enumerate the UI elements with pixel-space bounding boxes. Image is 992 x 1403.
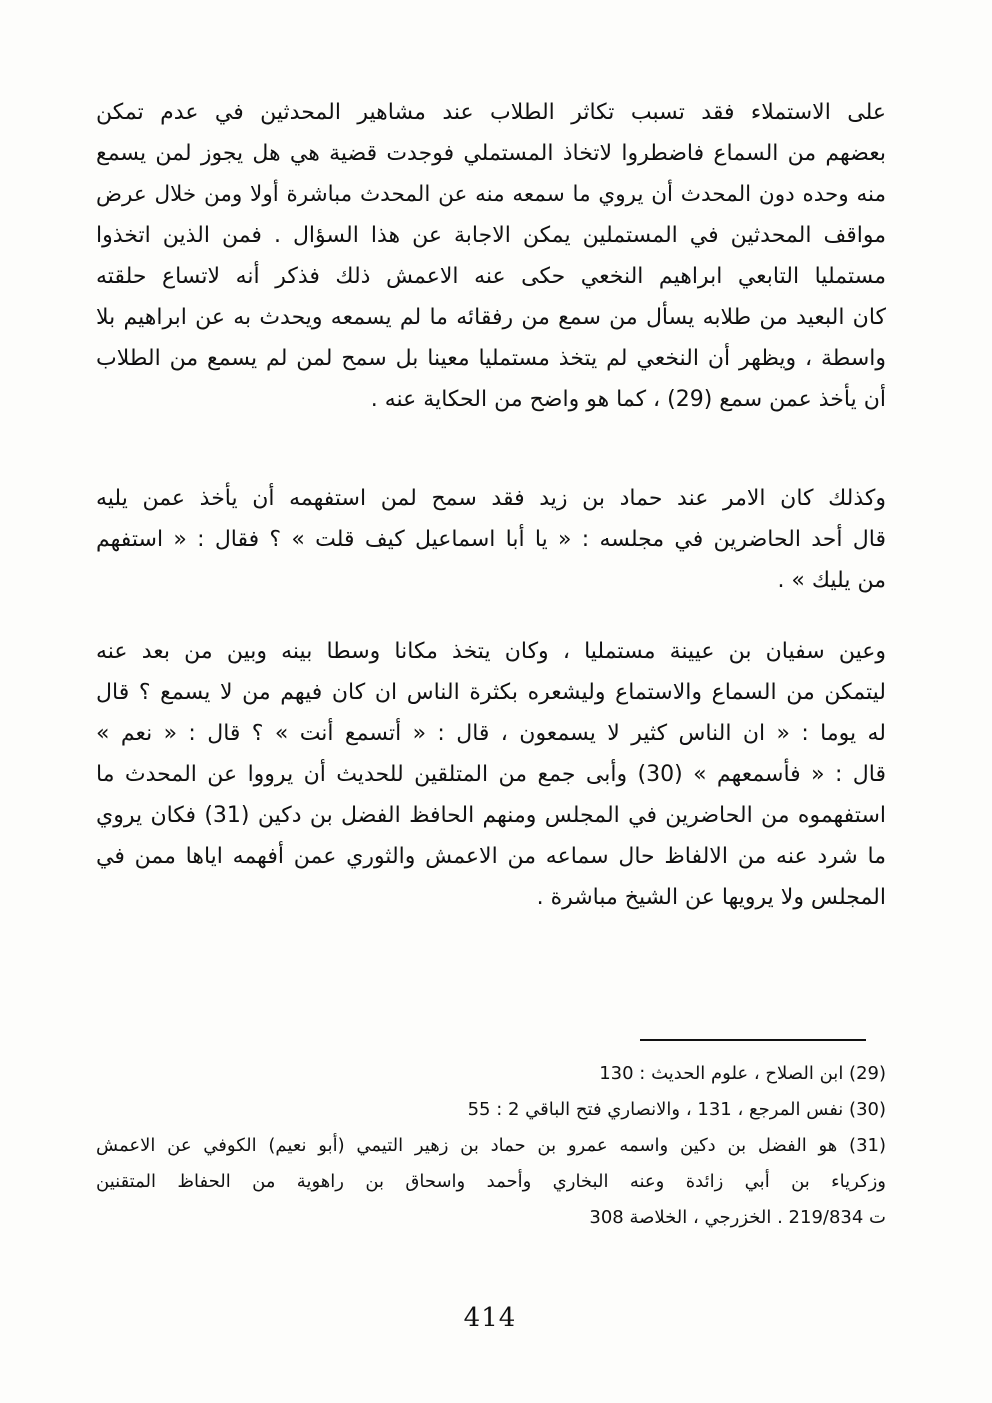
paragraph-1	[96, 92, 886, 420]
text-line: ليتمكن من السماع والاستماع وليشعره بكثرة الناس ان كان فيهم من لا يسمع ؟ قال	[96, 680, 886, 705]
text-line: استفهموه من الحاضرين في المجلس ومنهم الحافظ الفضل بن دكين (31) فكان يروي	[96, 803, 886, 828]
page-number: 414	[463, 1303, 517, 1333]
text-line: وكذلك كان الامر عند حماد بن زيد فقد سمح لمن استفهمه أن يأخذ عمن يليه	[96, 486, 886, 511]
text-line: ما شرد عنه من الالفاظ حال سماعه من الاعمش والثوري عمن أفهمه اياها ممن في	[96, 844, 886, 869]
paragraph-3	[96, 631, 886, 918]
text-line: المجلس ولا يرويها عن الشيخ مباشرة .	[536, 885, 886, 910]
footnote-29: (29) ابن الصلاح ، علوم الحديث : 130	[599, 1063, 886, 1084]
text-line: أن يأخذ عمن سمع (29) ، كما هو واضح من الحكاية عنه .	[370, 387, 886, 412]
text-line: وعين سفيان بن عيينة مستمليا ، وكان يتخذ مكانا وسطا بينه وبين من بعد عنه	[96, 639, 886, 664]
text-line: على الاستملاء فقد تسبب تكاثر الطلاب عند مشاهير المحدثين في عدم تمكن	[96, 100, 886, 125]
text-line: بعضهم من السماع فاضطروا لاتخاذ المستملي فوجدت قضية هي هل يجوز لمن يسمع	[96, 141, 886, 166]
text-line: من يليك » .	[777, 568, 886, 593]
text-line: مواقف المحدثين في المستملين يمكن الاجابة عن هذا السؤال . فمن الذين اتخذوا	[96, 223, 886, 248]
text-line: قال : « فأسمعهم » (30) وأبى جمع من المتلقين للحديث أن يرووا عن المحدث ما	[96, 762, 886, 787]
footnotes	[96, 1056, 886, 1236]
text-line: له يوما : « ان الناس كثير لا يسمعون ، قال : « أتسمع أنت » ؟ قال : « نعم »	[96, 721, 886, 746]
text-line: واسطة ، ويظهر أن النخعي لم يتخذ مستمليا معينا بل سمح لمن لم يسمع من الطلاب	[96, 346, 886, 371]
text-line: قال أحد الحاضرين في مجلسه : « يا أبا اسماعيل كيف قلت » ؟ فقال : « استفهم	[96, 527, 886, 552]
footnote-30: (30) نفس المرجع ، 131 ، والانصاري فتح الباقي 2 : 55	[467, 1099, 886, 1120]
footnote-31-continued: وزكرياء بن أبي زائدة وعنه البخاري وأحمد واسحاق بن راهوية من الحفاظ المتقنين	[96, 1171, 886, 1192]
footnote-31-continued: ت 219/834 . الخزرجي ، الخلاصة 308	[589, 1207, 886, 1228]
text-line: كان البعيد من طلابه يسأل من سمع من رفقائه ما لم يسمعه ويحدث به عن ابراهيم بلا	[96, 305, 886, 330]
footnote-divider	[640, 1039, 866, 1041]
text-line: منه وحده دون المحدث أن يروي ما سمعه منه عن المحدث مباشرة أولا ومن خلال عرض	[96, 182, 886, 207]
footnote-31: (31) هو الفضل بن دكين واسمه عمرو بن حماد بن زهير التيمي (أبو نعيم) الكوفي عن الاعمش	[96, 1135, 886, 1156]
paragraph-2	[96, 478, 886, 601]
text-line: مستمليا التابعي ابراهيم النخعي حكى عنه الاعمش ذلك فذكر أنه لاتساع حلقته	[96, 264, 886, 289]
